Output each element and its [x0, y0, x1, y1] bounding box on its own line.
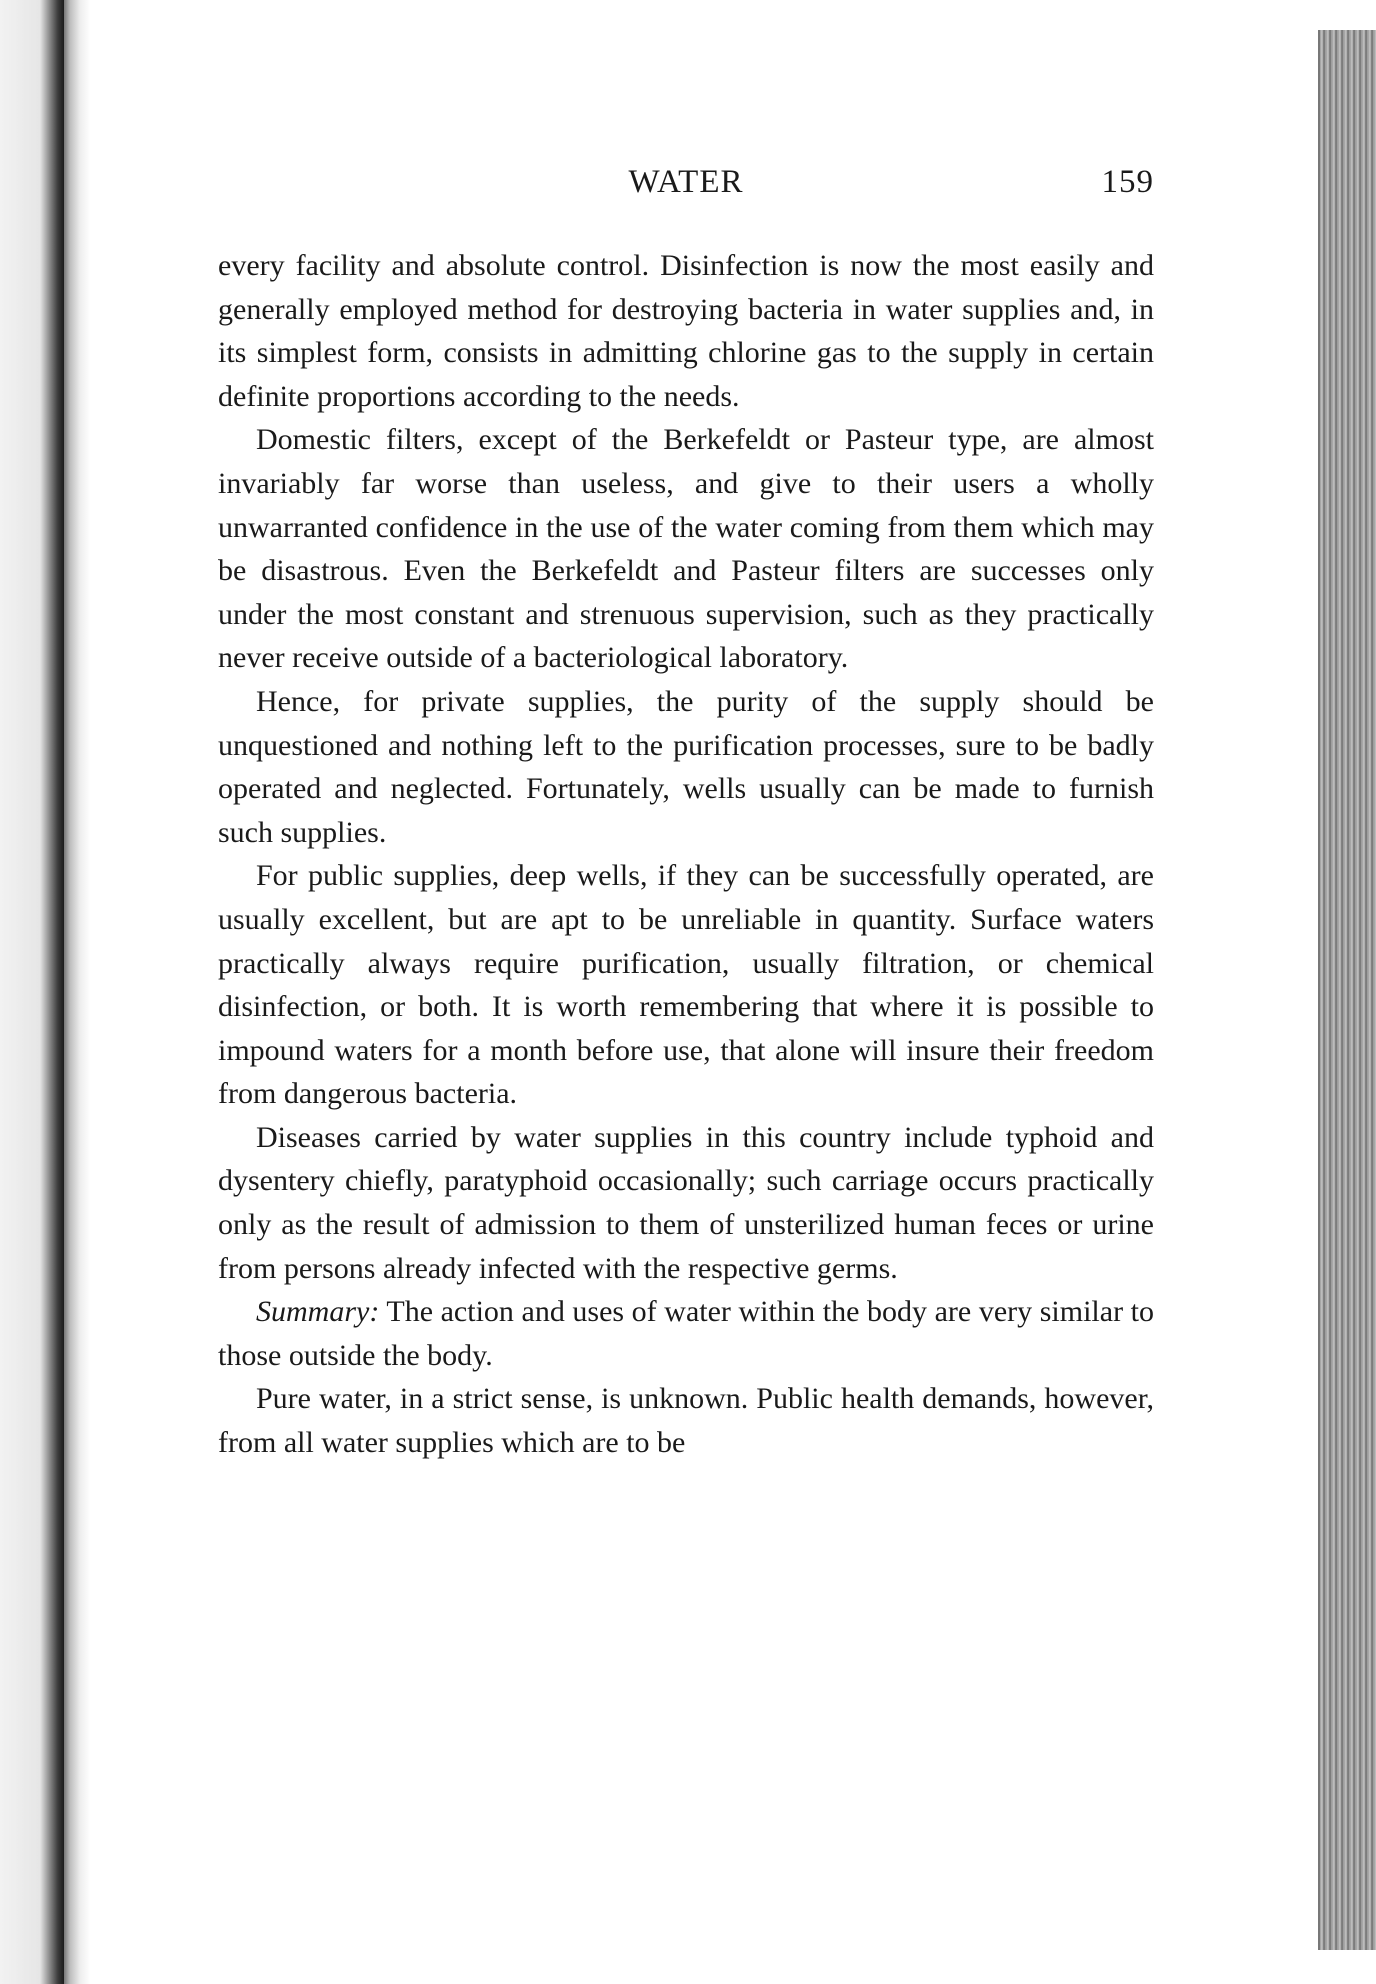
- paragraph-text: For public supplies, deep wells, if they can be successfully operated, are usually excellent, but are apt to be unreliable in quantity. Surface waters practically always require purification, usually filtration, or chemical disinfection, or both. It is worth remembering that where it is possible to impound waters for a month before use, that alone will insure their freedom from dangerous bacteria.: [218, 859, 1154, 1111]
- page-stack-edge: [1318, 30, 1376, 1950]
- paragraph-3: [218, 680, 1154, 854]
- paragraph-text: Domestic filters, except of the Berkefeldt or Pasteur type, are almost invariably far worse than useless, and give to their users a wholly unwarranted confidence in the use of the water coming from them which may be disastrous. Even the Berkefeldt and Pasteur filters are successes only under the most constant and strenuous supervision, such as they practically never receive outside of a bacteriological laboratory.: [218, 423, 1154, 675]
- running-head: [218, 160, 1154, 210]
- paragraph-1: [218, 244, 1154, 418]
- paragraph-2: [218, 418, 1154, 680]
- paragraph-text: Pure water, in a strict sense, is unknown. Public health demands, however, from all water supplies which are to be: [218, 1382, 1154, 1460]
- paragraph-text: Diseases carried by water supplies in this country include typhoid and dysentery chiefly, paratyphoid occasionally; such carriage occurs practically only as the result of admission to them of unsterilized human feces or urine from persons already infected with the respective germs.: [218, 1120, 1154, 1285]
- paragraph-text: Hence, for private supplies, the purity of the supply should be unquestioned and nothing left to the purification processes, sure to be badly operated and neglected. Fortunately, wells usually can be made to furnish such supplies.: [218, 684, 1154, 849]
- book-binding-edge: [0, 0, 64, 1984]
- paragraph-text: The action and uses of water within the body are very similar to those outside the body.: [218, 1295, 1154, 1372]
- paragraph-7: [218, 1377, 1154, 1464]
- paragraph-summary: [218, 1290, 1154, 1377]
- body-text: [218, 244, 1154, 1465]
- book-page: [218, 160, 1154, 1465]
- paragraph-4: [218, 854, 1154, 1116]
- gutter-shadow: [64, 0, 90, 1984]
- summary-lead: Summary:: [256, 1295, 380, 1329]
- running-head-title: WATER: [628, 164, 744, 200]
- paragraph-text: every facility and absolute control. Disinfection is now the most easily and generally employed method for destroying bacteria in water supplies and, in its simplest form, consists in admitting chlorine gas to the supply in certain definite proportions according to the needs.: [218, 249, 1154, 413]
- paragraph-5: [218, 1116, 1154, 1290]
- page-number: 159: [1101, 164, 1154, 200]
